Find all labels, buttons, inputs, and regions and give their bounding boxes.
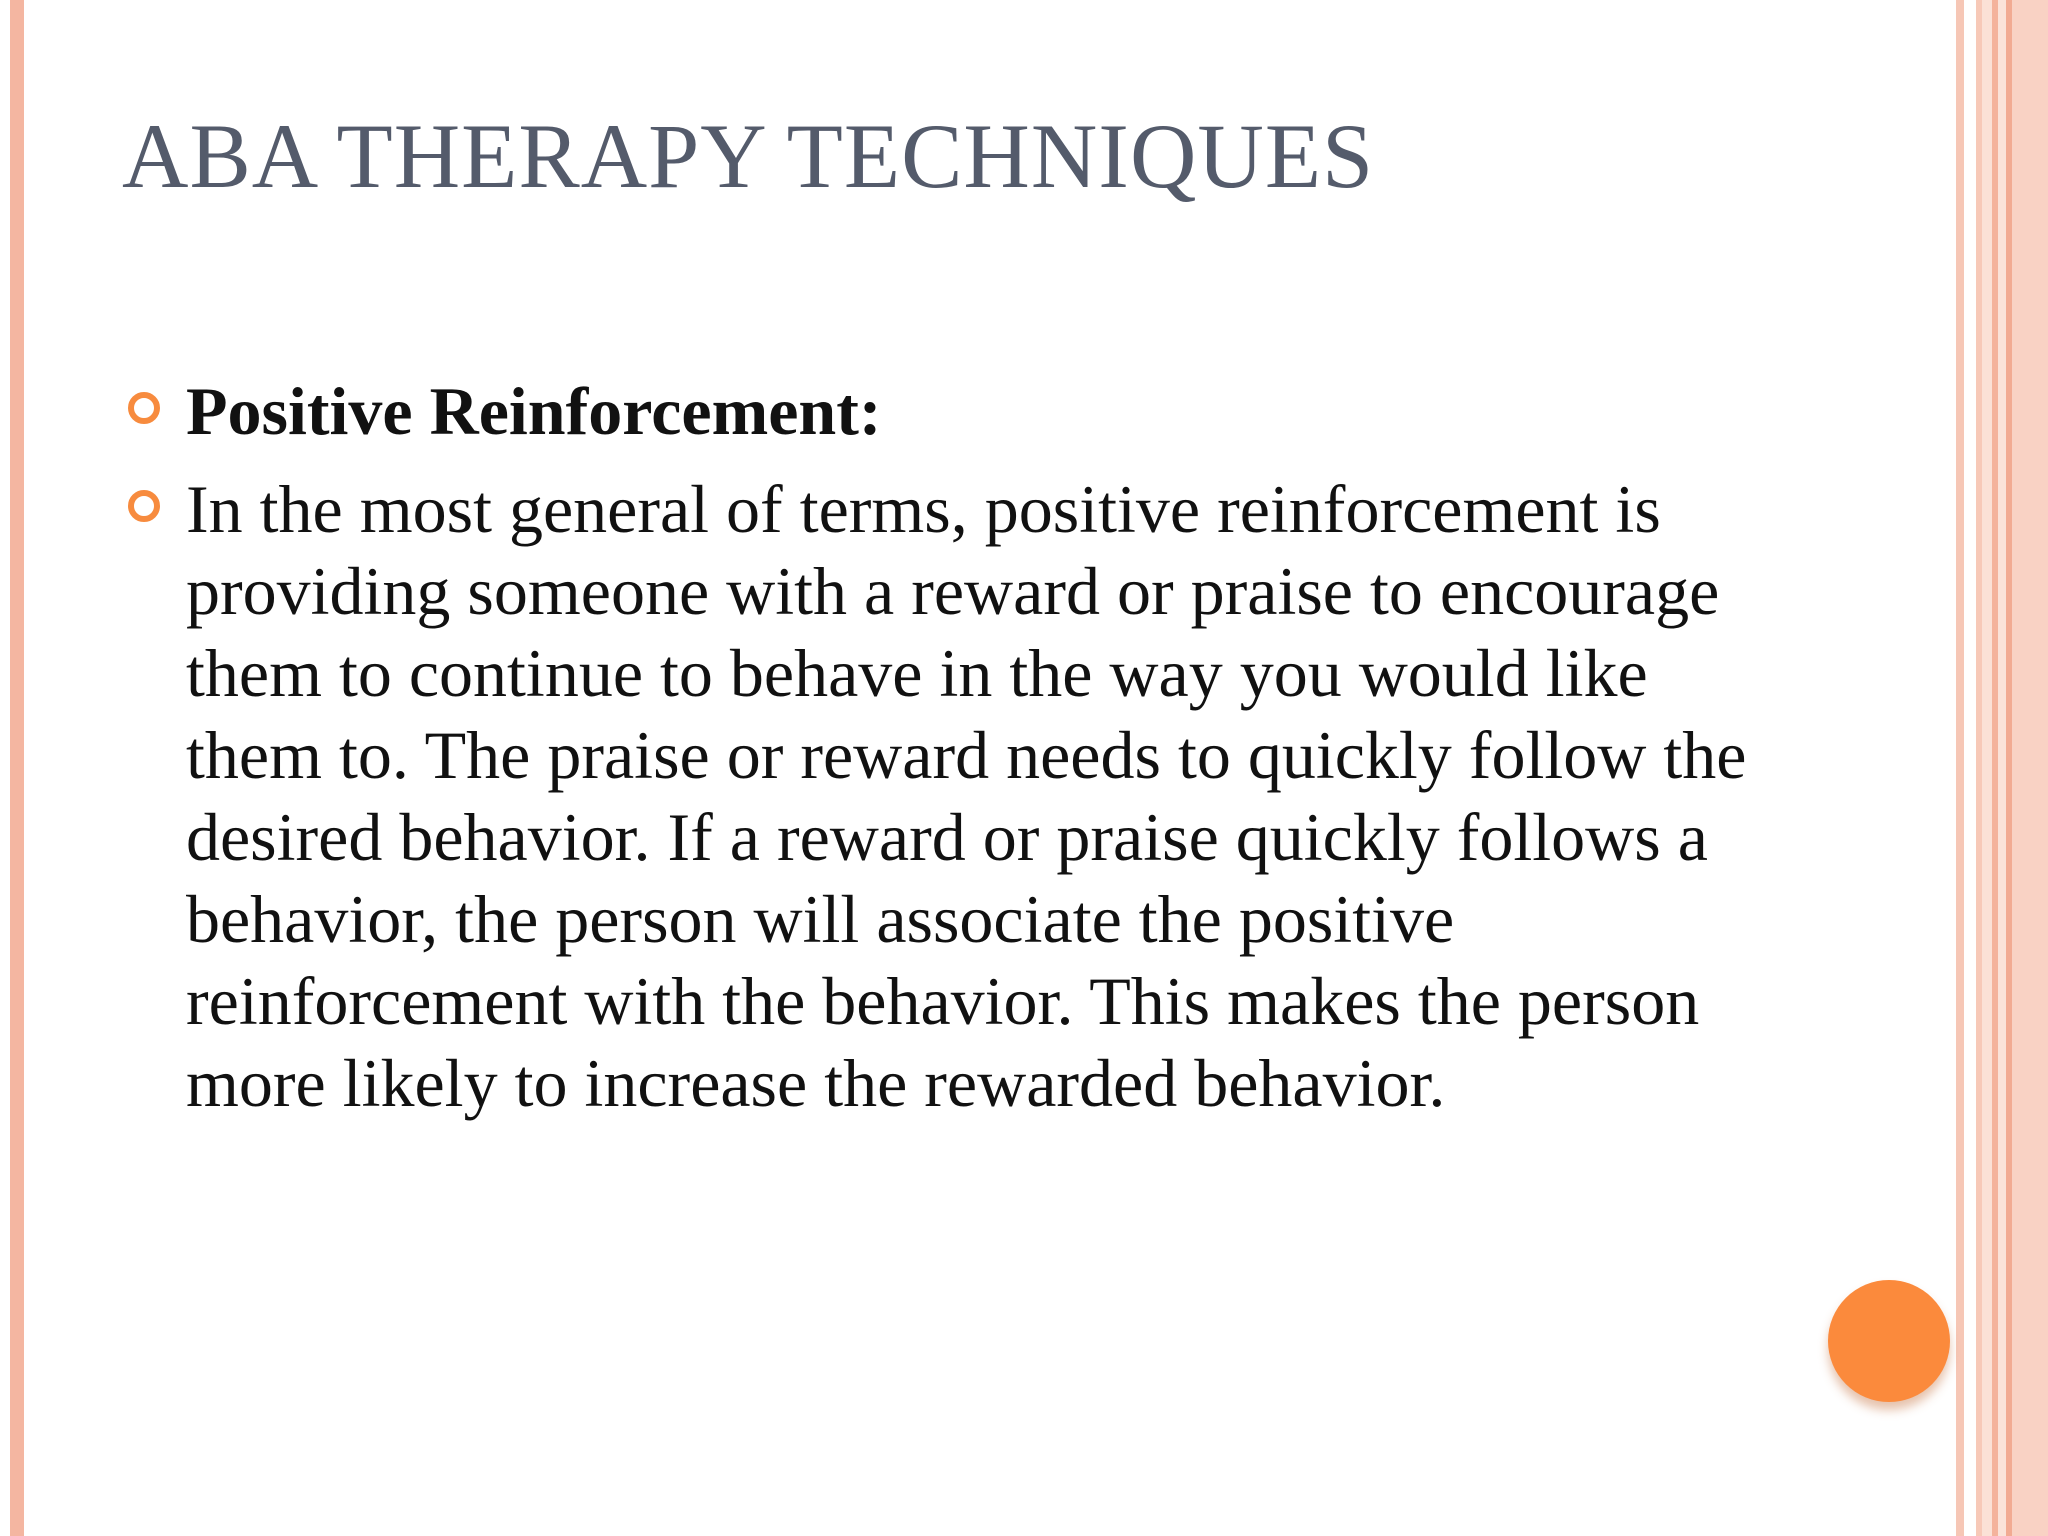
bullet-list (128, 370, 1768, 1124)
bullet-item-body (128, 468, 1768, 1124)
right-decorative-stripe (1964, 0, 1976, 1536)
orange-circle-decoration (1828, 1280, 1950, 1402)
left-decorative-stripe (10, 0, 24, 1536)
right-decorative-stripe (2012, 0, 2048, 1536)
bullet-item-heading (128, 370, 1768, 452)
bullet-circle-icon (128, 490, 160, 522)
bullet-circle-icon (128, 392, 160, 424)
slide-title: ABA THERAPY TECHNIQUES (122, 105, 1375, 207)
right-decorative-stripe (1956, 0, 1964, 1536)
right-decorative-stripe (1998, 0, 2006, 1536)
bullet-text: Positive Reinforcement: (186, 373, 882, 449)
right-decorative-stripe (1982, 0, 1992, 1536)
bullet-text: In the most general of terms, positive reinforcement is providing someone with a reward or praise to encourage them to continue to behave in the way you would like them to. The praise or reward needs to quickly follow the desired behavior. If a reward or praise quickly follows a behavior, the person will associate the positive reinforcement with the behavior. This makes the person more likely to increase the rewarded behavior. (186, 471, 1747, 1121)
